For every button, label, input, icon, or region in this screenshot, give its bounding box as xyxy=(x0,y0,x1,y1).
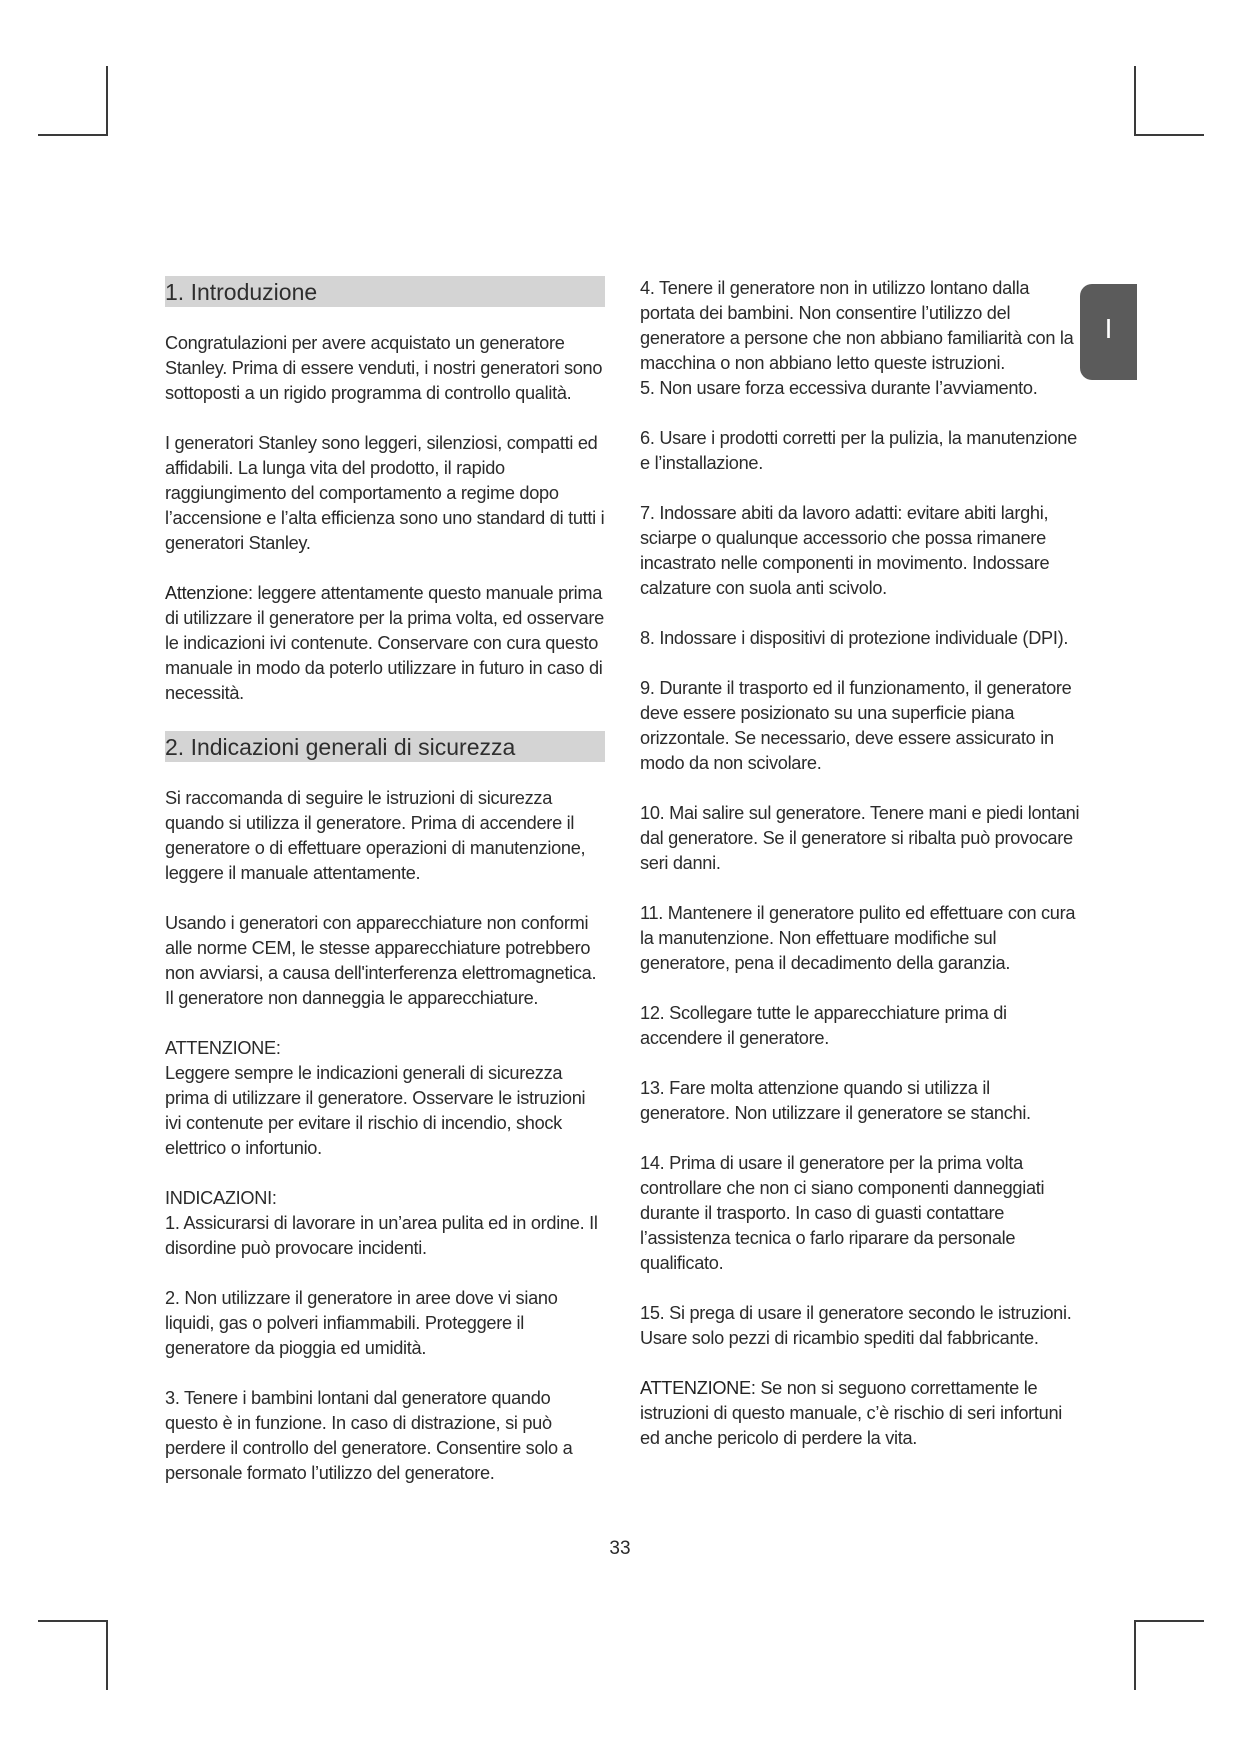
crop-mark xyxy=(1134,1620,1136,1690)
list-item: 14. Prima di usare il generatore per la prima volta controllare che non ci siano componenti danneggiati durante il trasporto. In caso di guasti contattare l’assistenza tecnica o farlo riparare da personale qualificato. xyxy=(640,1153,1045,1273)
crop-mark xyxy=(1134,66,1136,136)
paragraph: Usando i generatori con apparecchiature non conformi alle norme CEM, le stesse apparecchiature potrebbero non avviarsi, a causa dell'interferenza elettromagnetica. Il generatore non danneggia le apparecchiature. xyxy=(165,913,597,1008)
list-item: 2. Non utilizzare il generatore in aree dove vi siano liquidi, gas o polveri infiammabili. Proteggere il generatore da pioggia ed umidità. xyxy=(165,1288,558,1358)
list-item: 7. Indossare abiti da lavoro adatti: evitare abiti larghi, sciarpe o qualunque accessorio che possa rimanere incastrato nelle componenti in movimento. Indossare calzature con suola anti scivolo. xyxy=(640,503,1050,598)
attention-label: ATTENZIONE: xyxy=(640,1378,756,1398)
paragraph: I generatori Stanley sono leggeri, silenziosi, compatti ed affidabili. La lunga vita del prodotto, il rapido raggiungimento del comportamento a regime dopo l’accensione e l’alta efficienza sono uno standard di tutti i generatori Stanley. xyxy=(165,433,605,553)
final-warning xyxy=(640,1376,1080,1451)
list-item: 8. Indossare i dispositivi di protezione individuale (DPI). xyxy=(640,628,1069,648)
attention-label: Attenzione: xyxy=(165,583,253,603)
page-number: 33 xyxy=(609,1538,631,1559)
crop-mark xyxy=(106,1620,108,1690)
crop-mark xyxy=(38,134,108,136)
attention-text: leggere attentamente questo manuale prima di utilizzare il generatore per la prima volta, ed osservare le indicazioni ivi contenute. Conservare con cura questo manuale in modo da poterlo utilizzare in futuro in caso di necessità. xyxy=(165,583,604,703)
list-item: 13. Fare molta attenzione quando si utilizza il generatore. Non utilizzare il generatore se stanchi. xyxy=(640,1078,1031,1123)
crop-mark xyxy=(1134,134,1204,136)
list-item: 4. Tenere il generatore non in utilizzo lontano dalla portata dei bambini. Non consentire l’utilizzo del generatore a persone che non abbiano familiarità con la macchina o non abbiano letto queste istruzioni. xyxy=(640,278,1074,373)
list-item: 1. Assicurarsi di lavorare in un’area pulita ed in ordine. Il disordine può provocare incidenti. xyxy=(165,1213,598,1258)
crop-mark xyxy=(106,66,108,136)
section-heading-introduction: 1. Introduzione xyxy=(165,276,605,307)
paragraph xyxy=(165,581,605,706)
list-item: 9. Durante il trasporto ed il funzionamento, il generatore deve essere posizionato su una superficie piana orizzontale. Se necessario, deve essere assicurato in modo da non scivolare. xyxy=(640,678,1072,773)
list-item: 15. Si prega di usare il generatore secondo le istruzioni. Usare solo pezzi di ricambio spediti dal fabbricante. xyxy=(640,1303,1072,1348)
attention-text: Se non si seguono correttamente le istruzioni di questo manuale, c’è rischio di seri infortuni ed anche pericolo di perdere la vita. xyxy=(640,1378,1063,1448)
left-column xyxy=(165,276,605,1486)
list-item: 11. Mantenere il generatore pulito ed effettuare con cura la manutenzione. Non effettuare modifiche sul generatore, pena il decadimento della garanzia. xyxy=(640,903,1076,973)
list-item: 10. Mai salire sul generatore. Tenere mani e piedi lontani dal generatore. Se il generatore si ribalta può provocare seri danni. xyxy=(640,803,1080,873)
crop-mark xyxy=(38,1620,108,1622)
list-item: 6. Usare i prodotti corretti per la pulizia, la manutenzione e l’installazione. xyxy=(640,428,1077,473)
attention-label: ATTENZIONE: xyxy=(165,1038,281,1058)
list-item: 3. Tenere i bambini lontani dal generatore quando questo è in funzione. In caso di distrazione, si può perdere il controllo del generatore. Consentire solo a personale formato l’utilizzo del generatore. xyxy=(165,1388,573,1483)
crop-mark xyxy=(1134,1620,1204,1622)
list-item: 5. Non usare forza eccessiva durante l’avviamento. xyxy=(640,378,1038,398)
section-heading-safety: 2. Indicazioni generali di sicurezza xyxy=(165,731,605,762)
paragraph: Congratulazioni per avere acquistato un generatore Stanley. Prima di essere venduti, i nostri generatori sono sottoposti a un rigido programma di controllo qualità. xyxy=(165,333,603,403)
right-column xyxy=(640,276,1080,1451)
paragraph: Si raccomanda di seguire le istruzioni di sicurezza quando si utilizza il generatore. Prima di accendere il generatore o di effettuare operazioni di manutenzione, leggere il manuale attentamente. xyxy=(165,788,586,883)
section-tab: I xyxy=(1080,284,1137,380)
list-item: 12. Scollegare tutte le apparecchiature prima di accendere il generatore. xyxy=(640,1003,1007,1048)
paragraph: Leggere sempre le indicazioni generali di sicurezza prima di utilizzare il generatore. Osservare le istruzioni ivi contenute per evitare il rischio di incendio, shock elettrico o infortunio. xyxy=(165,1063,586,1158)
indications-label: INDICAZIONI: xyxy=(165,1188,277,1208)
